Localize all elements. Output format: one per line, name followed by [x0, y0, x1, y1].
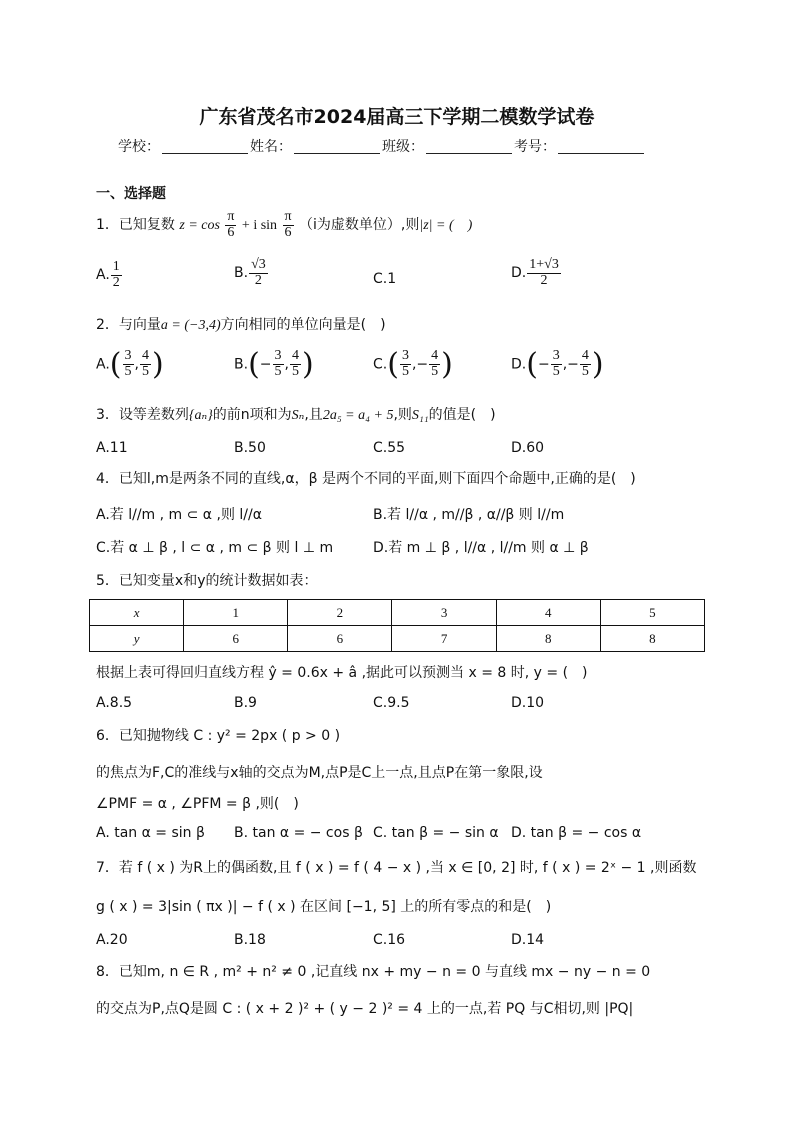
option-letter: A.: [96, 267, 110, 284]
frac-num: 3: [274, 348, 282, 364]
frac: [551, 349, 562, 379]
option-letter: A.: [96, 356, 110, 373]
frac-den: 5: [141, 364, 149, 379]
name-blank[interactable]: [294, 139, 380, 154]
question-6-line2: 的焦点为F,C的准线与x轴的交点为M,点P是C上一点,且点P在第一象限,设: [96, 765, 543, 781]
question-3-stem: [96, 404, 496, 424]
minus: −: [416, 356, 429, 373]
minus: −: [567, 356, 579, 373]
table-cell: y: [90, 626, 184, 652]
q2-option-c[interactable]: C.( $\frac{3}{5}$ ,− $\frac{4}{5}$ ): [373, 347, 453, 382]
frac-den: 6: [284, 224, 292, 240]
frac-num: 4: [581, 348, 589, 364]
name-label: 姓名：: [250, 139, 292, 155]
option-fraction: [249, 258, 268, 288]
q7-option-b[interactable]: B.18: [234, 932, 266, 948]
q3-mid2: ,且: [304, 407, 323, 423]
frac-num: 3: [124, 348, 132, 364]
question-1-stem: [96, 210, 472, 240]
section-heading: 一、选择题: [96, 186, 166, 202]
paren: ): [151, 347, 164, 382]
q3-option-d[interactable]: D.60: [511, 440, 545, 456]
minus: −: [259, 356, 272, 373]
q1-frac-pi6-b: [283, 210, 294, 240]
q3-s11: S₁₁: [411, 408, 429, 423]
paren: ): [301, 347, 314, 382]
frac-num: 3: [401, 348, 409, 364]
q1-option-a[interactable]: [96, 260, 123, 290]
table-cell: 1: [184, 600, 288, 626]
frac-den: 2: [540, 272, 548, 288]
question-8-stem: 8．已知m, n ∈ R , m² + n² ≠ 0 ,记直线 nx + my − n = 0 与直线 mx − ny − n = 0: [96, 964, 651, 980]
paren: ): [441, 347, 453, 382]
class-label: 班级：: [382, 139, 424, 155]
number-label: 考号：: [514, 139, 556, 155]
q2-option-d[interactable]: D.(− $\frac{3}{5}$ ,− $\frac{4}{5}$ ): [511, 347, 604, 382]
q3-mid3: ,则: [393, 407, 412, 423]
school-blank[interactable]: [162, 139, 248, 154]
frac-num: 4: [291, 348, 299, 364]
q3-sequence: {aₙ}: [188, 408, 213, 423]
frac-num: 1: [112, 259, 120, 274]
table-cell: 7: [392, 626, 496, 652]
frac-den: 2: [112, 274, 120, 290]
q6-option-a[interactable]: A. tan α = sin β: [96, 825, 205, 841]
option-fraction: [111, 260, 122, 290]
option-letter: B.: [234, 265, 249, 282]
frac-num: 3: [552, 348, 560, 364]
frac-num: 4: [141, 348, 149, 364]
q5-option-d[interactable]: D.10: [511, 695, 545, 711]
table-cell: 4: [496, 600, 600, 626]
q7-option-a[interactable]: A.20: [96, 932, 128, 948]
frac-num: 4: [431, 348, 439, 364]
q2-post: 方向相同的单位向量是( ): [220, 317, 386, 333]
school-label: 学校：: [118, 139, 160, 155]
table-cell: 2: [288, 600, 392, 626]
table-cell: 5: [600, 600, 704, 626]
q2-option-b[interactable]: B.(− $\frac{3}{5}$ , $\frac{4}{5}$ ): [234, 347, 314, 382]
table-cell: 6: [184, 626, 288, 652]
question-7-line2: g ( x ) = 3|sin ( πx )| − f ( x ) 在区间 [−1, 5] 上的所有零点的和是( ): [96, 899, 552, 915]
q1-plus: + i sin: [241, 218, 278, 234]
q1-frac-pi6-a: [225, 210, 236, 240]
q4-option-c[interactable]: C.若 α ⊥ β , l ⊂ α , m ⊂ β 则 l ⊥ m: [96, 540, 334, 556]
q3-post: 的值是( ): [428, 407, 496, 423]
frac-num: π: [227, 209, 235, 224]
q1-option-d[interactable]: [511, 258, 562, 288]
question-7-stem: 7．若 f ( x ) 为R上的偶函数,且 f ( x ) = f ( 4 − x ) ,当 x ∈ [0, 2] 时, f ( x ) = 2ˣ − 1 ,则函数: [96, 860, 697, 876]
q4-option-a[interactable]: A.若 l//m , m ⊂ α ,则 l//α: [96, 507, 262, 523]
frac: [140, 349, 151, 379]
frac-den: 5: [274, 364, 282, 379]
paren: (: [526, 347, 538, 382]
q3-option-a[interactable]: A.11: [96, 440, 128, 456]
q5-option-c[interactable]: C.9.5: [373, 695, 410, 711]
q1-mid: （i为虚数单位）,则: [299, 217, 420, 234]
table-cell: x: [90, 600, 184, 626]
frac: [290, 349, 301, 379]
q1-option-c[interactable]: C.1: [373, 271, 397, 287]
frac-den: 2: [254, 272, 262, 288]
q6-option-d[interactable]: D. tan β = − cos α: [511, 825, 642, 841]
q1-z: z = cos: [179, 218, 220, 234]
frac-den: 5: [401, 364, 409, 379]
frac-num: √3: [251, 257, 266, 272]
frac-num: π: [284, 209, 292, 224]
frac-den: 6: [227, 224, 235, 240]
frac-den: 5: [124, 364, 132, 379]
table-row: [90, 600, 705, 626]
q2-vector: a = (−3,4): [160, 318, 221, 333]
q1-prefix: 1．已知复数: [96, 217, 175, 234]
number-blank[interactable]: [558, 139, 644, 154]
data-table: [89, 599, 705, 652]
option-letter: C.: [373, 356, 388, 373]
question-5-stem: 5．已知变量x和y的统计数据如表：: [96, 573, 318, 589]
q3-equation: 2a₅ = a₄ + 5: [322, 408, 394, 423]
frac-den: 5: [581, 364, 589, 379]
question-6-line3: ∠PMF = α , ∠PFM = β ,则( ): [96, 796, 299, 812]
student-info-line: [118, 136, 646, 156]
paren: (: [387, 347, 399, 382]
paren: ): [591, 347, 604, 382]
table-cell: 3: [392, 600, 496, 626]
q2-option-a[interactable]: A.( $\frac{3}{5}$ , $\frac{4}{5}$ ): [96, 347, 164, 382]
q4-option-d[interactable]: D.若 m ⊥ β , l//α , l//m 则 α ⊥ β: [373, 540, 589, 556]
frac-den: 5: [552, 364, 560, 379]
frac-den: 5: [291, 364, 299, 379]
frac: [273, 349, 284, 379]
q3-option-c[interactable]: C.55: [373, 440, 406, 456]
q3-mid: 的前n项和为: [212, 407, 292, 423]
frac: [429, 349, 440, 379]
q3-option-b[interactable]: B.50: [234, 440, 266, 456]
option-fraction: [527, 258, 561, 288]
q1-option-b[interactable]: [234, 258, 269, 288]
paren: (: [248, 347, 260, 382]
q3-sn: Sₙ: [291, 408, 305, 423]
class-blank[interactable]: [426, 139, 512, 154]
question-4-stem: 4．已知l,m是两条不同的直线,α，β 是两个不同的平面,则下面四个命题中,正确的是( ): [96, 471, 636, 487]
option-letter: D.: [511, 265, 527, 282]
table-cell: 8: [600, 626, 704, 652]
q6-option-c[interactable]: C. tan β = − sin α: [373, 825, 499, 841]
frac-num: 1+√3: [529, 257, 559, 272]
question-2-stem: [96, 314, 386, 334]
q2-prefix: 2．与向量: [96, 317, 161, 333]
frac-den: 5: [431, 364, 439, 379]
q1-absz: |z| = ( ): [419, 218, 473, 234]
frac: [123, 349, 134, 379]
question-8-line2: 的交点为P,点Q是圆 C : ( x + 2 )² + ( y − 2 )² = 4 上的一点,若 PQ 与C相切,则 |PQ|: [96, 1001, 634, 1017]
table-cell: 6: [288, 626, 392, 652]
question-5-followup: 根据上表可得回归直线方程 ŷ = 0.6x + â ,据此可以预测当 x = 8 时, y = ( ): [96, 665, 588, 681]
option-letter: D.: [511, 356, 527, 373]
table-row: [90, 626, 705, 652]
q3-prefix: 3．设等差数列: [96, 407, 189, 423]
q5-option-a[interactable]: A.8.5: [96, 695, 133, 711]
question-6-stem: 6．已知抛物线 C : y² = 2px ( p > 0 ): [96, 728, 341, 744]
q7-option-c[interactable]: C.16: [373, 932, 406, 948]
frac: [580, 349, 591, 379]
frac: [400, 349, 411, 379]
paren: (: [109, 347, 122, 382]
exam-title: 广东省茂名市2024届高三下学期二模数学试卷: [199, 106, 595, 128]
q5-option-b[interactable]: B.9: [234, 695, 257, 711]
minus: −: [537, 356, 550, 373]
q6-option-b[interactable]: B. tan α = − cos β: [234, 825, 363, 841]
q7-option-d[interactable]: D.14: [511, 932, 545, 948]
q4-option-b[interactable]: B.若 l//α , m//β , α//β 则 l//m: [373, 507, 565, 523]
table-cell: 8: [496, 626, 600, 652]
option-letter: B.: [234, 356, 249, 373]
